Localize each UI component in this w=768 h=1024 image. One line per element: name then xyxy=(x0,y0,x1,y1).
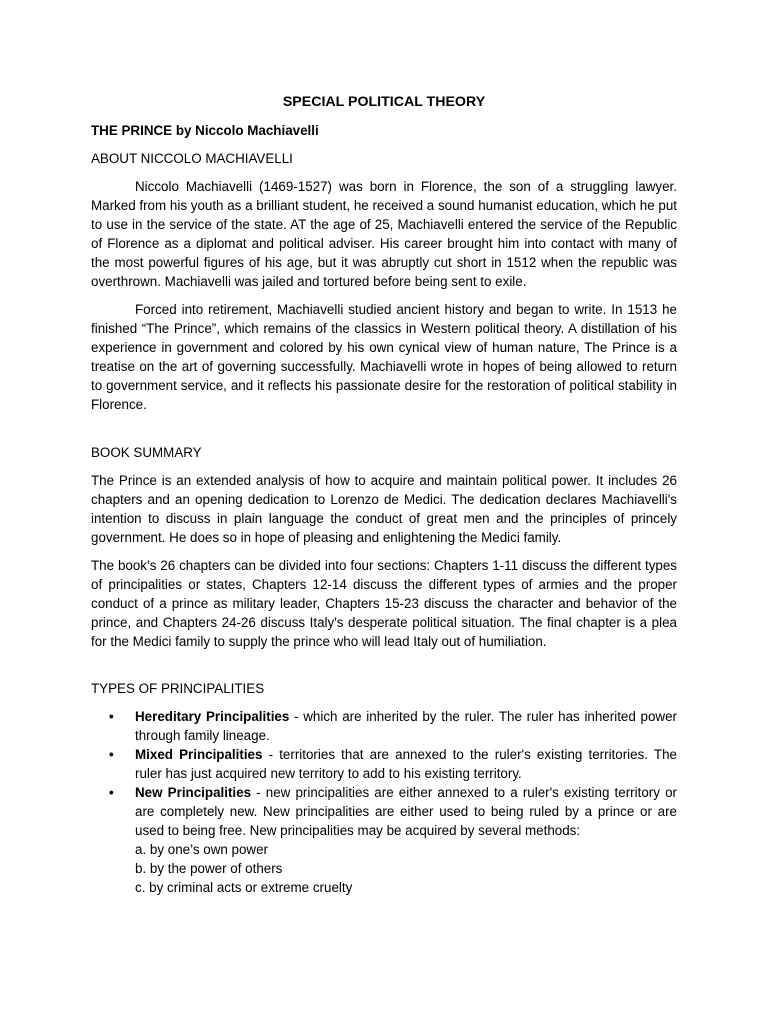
method-item: c. by criminal acts or extreme cruelty xyxy=(135,880,353,895)
section-heading-principalities: TYPES OF PRINCIPALITIES xyxy=(91,681,265,696)
document-subtitle: THE PRINCE by Niccolo Machiavelli xyxy=(91,123,319,138)
description-hereditary: - which are inherited by the ruler. The ruler has inherited power through family lineage. xyxy=(135,709,678,743)
bullet-icon: • xyxy=(109,709,114,724)
description-mixed: - territories that are annexed to the ruler's existing territories. The ruler has just acquired new territory to add to his existing territory. xyxy=(135,747,677,781)
section-spacer xyxy=(91,660,677,679)
bullet-icon: • xyxy=(109,747,114,762)
bullet-icon: • xyxy=(109,785,114,800)
list-item-mixed xyxy=(91,745,677,783)
summary-paragraph-2: The book’s 26 chapters can be divided into four sections: Chapters 1-11 discuss the different types of principalities or states, Chapters 12-14 discuss the different types of armies and the proper conduct of a prince as military leader, Chapters 15-23 discuss the character and behavior of the prince, and Chapters 24-26 discuss Italy's desperate political situation. The final chapter is a plea for the Medici family to supply the prince who will lead Italy out of humiliation. xyxy=(91,558,677,649)
term-new: New Principalities xyxy=(135,785,252,800)
term-mixed: Mixed Principalities xyxy=(135,747,263,762)
document-title: SPECIAL POLITICAL THEORY xyxy=(282,94,486,110)
section-heading-about: ABOUT NICCOLO MACHIAVELLI xyxy=(91,151,293,166)
document-body xyxy=(91,92,677,897)
method-item: b. by the power of others xyxy=(135,861,283,876)
section-heading-summary: BOOK SUMMARY xyxy=(91,445,202,460)
section-spacer xyxy=(91,423,677,443)
description-new: - new principalities are either annexed to a ruler's existing territory or are completely new. New principalities are either used to being ruled by a prince or are used to being free. New principalities may be acquired by several methods: xyxy=(135,785,677,838)
summary-paragraph-1: The Prince is an extended analysis of how to acquire and maintain political power. It includes 26 chapters and an opening dedication to Lorenzo de Medici. The dedication declares Machiavelli's intention to discuss in plain language the conduct of great men and the principles of princely government. He does so in hope of pleasing and enlightening the Medici family. xyxy=(91,473,677,545)
about-paragraph-1: Niccolo Machiavelli (1469-1527) was born in Florence, the son of a struggling lawyer. Marked from his youth as a brilliant student, he received a sound humanist education, which he put to use in the service of the state. AT the age of 25, Machiavelli entered the service of the Republic of Florence as a diplomat and political adviser. His career brought him into contact with many of the most powerful figures of his age, but it was abruptly cut short in 1512 when the republic was overthrown. Machiavelli was jailed and tortured before being sent to exile. xyxy=(91,179,677,289)
term-hereditary: Hereditary Principalities xyxy=(135,709,290,724)
about-paragraph-2: Forced into retirement, Machiavelli studied ancient history and began to write. In 1513 he finished “The Prince”, which remains of the classics in Western political theory. A distillation of his experience in government and colored by his own cynical view of human nature, The Prince is a treatise on the art of governing successfully. Machiavelli wrote in hopes of being allowed to return to government service, and it reflects his passionate desire for the restoration of political stability in Florence. xyxy=(91,302,677,412)
list-item-hereditary xyxy=(91,707,677,745)
principalities-list xyxy=(91,707,677,897)
method-item: a. by one’s own power xyxy=(135,842,268,857)
list-item-new xyxy=(91,783,677,897)
